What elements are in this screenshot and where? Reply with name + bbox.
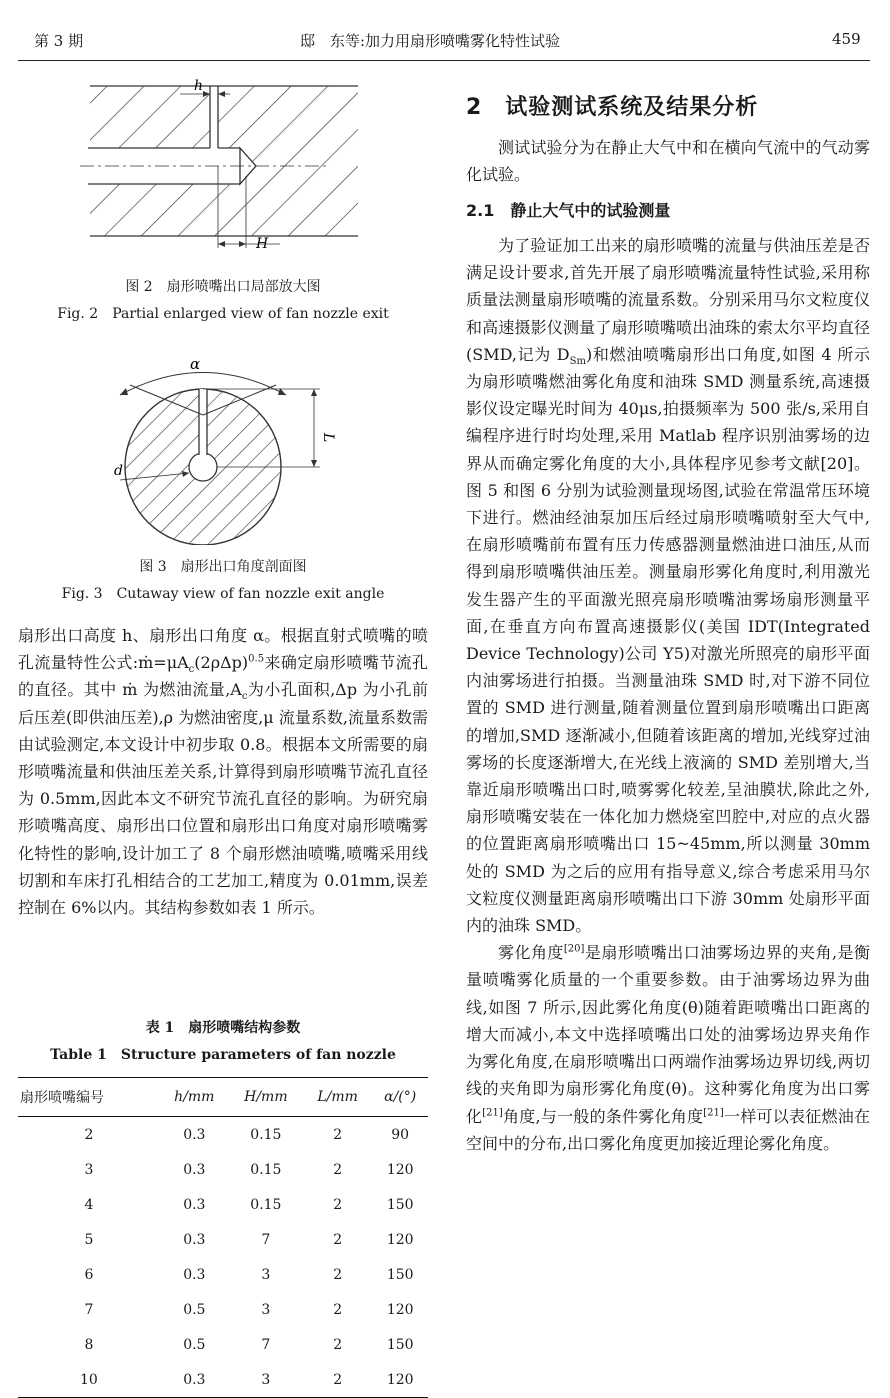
table-cell: 7 bbox=[261, 1231, 271, 1248]
figure-2-drawing bbox=[80, 76, 370, 256]
table-cell: 0.3 bbox=[183, 1196, 206, 1213]
issue-number: 第 3 期 bbox=[34, 32, 84, 50]
fig3-label-d: d bbox=[114, 463, 123, 479]
table-cell: 3 bbox=[261, 1266, 271, 1283]
table-cell: 0.5 bbox=[183, 1301, 206, 1318]
table-cell: 3 bbox=[261, 1301, 271, 1318]
table-cell: 5 bbox=[84, 1231, 94, 1248]
table-cell: 0.3 bbox=[183, 1231, 206, 1248]
section-title: 2 试验测试系统及结果分析 bbox=[466, 95, 759, 120]
table-header-cell: L/mm bbox=[303, 1078, 372, 1117]
table-row bbox=[18, 1152, 428, 1187]
table-cell: 0.5 bbox=[183, 1336, 206, 1353]
table-cell: 2 bbox=[303, 1362, 372, 1398]
table-cell: 6 bbox=[84, 1266, 94, 1283]
table-header-cell: h/mm bbox=[160, 1078, 229, 1117]
table-cell: 7 bbox=[84, 1301, 94, 1318]
figure-3-drawing bbox=[100, 355, 350, 545]
table-cell: 10 bbox=[18, 1362, 160, 1398]
fig3-label-L: L bbox=[320, 433, 336, 443]
table-1-title-en: Table 1 Structure parameters of fan nozzle bbox=[50, 1047, 396, 1063]
table-cell: 2 bbox=[333, 1266, 343, 1283]
table-cell: 3 bbox=[229, 1362, 303, 1398]
table-cell: 150 bbox=[386, 1336, 414, 1353]
table-cell: 150 bbox=[386, 1266, 414, 1283]
table-header-cell: 扇形喷嘴编号 bbox=[18, 1078, 160, 1117]
figure-3-caption-cn: 图 3 扇形出口角度剖面图 bbox=[139, 559, 307, 575]
table-cell: 0.3 bbox=[183, 1161, 206, 1178]
table-cell: 7 bbox=[261, 1336, 271, 1353]
page-number: 459 bbox=[832, 30, 861, 48]
table-cell: 120 bbox=[386, 1161, 414, 1178]
table-cell: 2 bbox=[333, 1161, 343, 1178]
left-paragraph: 扇形出口高度 h、扇形出口角度 α。根据直射式喷嘴的喷孔流量特性公式$:ṁ=\mu A_c(2\rho\Delta p)^{0.5}$来确定扇形喷嘴节流孔的直径。其中 ṁ 为燃油流量$,A_c$为小孔面积,Δp 为小孔前后压差(即供油压差),ρ 为燃油密度,μ 流量系数,流量系数需由试验测定,本文设计中初步取 0.8。根据本文所需要的扇形喷嘴流量和供油压差关系,计算得到扇形喷嘴节流孔直径为 0.5mm,因此本文不研究节流孔直径的影响。为研究扇形喷嘴高度、扇形出口位置和扇形出口角度对扇形喷嘴雾化特性的影响,设计加工了 8 个扇形燃油喷嘴,喷嘴采用线切割和车床打孔相结合的工艺加工,精度为 0.01mm,误差控制在 6%以内。其结构参数如表 1 所示。 bbox=[18, 626, 428, 918]
table-row bbox=[18, 1257, 428, 1292]
table-cell: 0.15 bbox=[250, 1161, 282, 1178]
fig2-label-H: H bbox=[256, 236, 269, 252]
table-cell: 0.15 bbox=[250, 1126, 282, 1143]
table-cell: 90 bbox=[391, 1126, 410, 1143]
table-cell: 120 bbox=[386, 1231, 414, 1248]
table-header-cell: H/mm bbox=[229, 1078, 303, 1117]
table-cell: 2 bbox=[333, 1126, 343, 1143]
running-title: 邸 东等:加力用扇形喷嘴雾化特性试验 bbox=[300, 32, 561, 50]
table-cell: 2 bbox=[84, 1126, 94, 1143]
table-header-cell: α/(°) bbox=[372, 1078, 428, 1117]
table-header-row bbox=[18, 1078, 428, 1117]
table-row bbox=[18, 1117, 428, 1153]
figure-2-caption-en: Fig. 2 Partial enlarged view of fan nozzle exit bbox=[57, 306, 389, 322]
table-cell: 2 bbox=[333, 1196, 343, 1213]
table-cell: 0.3 bbox=[183, 1126, 206, 1143]
table-cell: 120 bbox=[372, 1362, 428, 1398]
fig3-label-alpha: α bbox=[190, 355, 201, 373]
table-cell: 4 bbox=[84, 1196, 94, 1213]
table-cell: 2 bbox=[333, 1231, 343, 1248]
table-cell: 120 bbox=[386, 1301, 414, 1318]
table-cell: 2 bbox=[333, 1301, 343, 1318]
table-1-title-cn: 表 1 扇形喷嘴结构参数 bbox=[145, 1020, 301, 1036]
right-paragraph-1: 为了验证加工出来的扇形喷嘴的流量与供油压差是否满足设计要求,首先开展了扇形喷嘴流量特性试验,采用称质量法测量扇形喷嘴的流量系数。分别采用马尔文粒度仪和高速摄影仪测量了扇形喷嘴喷出油珠的索太尔平均直径(SMD,记为 $D_{Sm}$)和燃油喷嘴扇形出口角度,如图 4 所示为扇形喷嘴燃油雾化角度和油珠 SMD 测量系统,高速摄影仪设定曝光时间为 40μs,拍摄频率为 500 张/s,采用自编程序进行时均处理,采用 Matlab 程序识别油雾场的边界从而确定雾化角度的大小,具体程序见参考文献[20]。图 5 和图 6 分别为试验测量现场图,试验在常温常压环境下进行。燃油经油泵加压后经过扇形喷嘴喷射至大气中,在扇形喷嘴前布置有压力传感器测量燃油进口油压,从而得到扇形喷嘴供油压差。测量扇形雾化角度时,利用激光发生器产生的平面激光照亮扇形喷嘴油雾场扇形测量平面,在垂直方向布置高速摄影仪(美国 IDT(Integrated Device Technology)公司 Y5)对激光所照亮的扇形平面内油雾场进行拍摄。当测量油珠 SMD 时,对下游不同位置的 SMD 进行测量,随着测量位置到扇形喷嘴出口距离的增加,SMD 逐渐减小,但随着该距离的增加,光线穿过油雾场的长度逐渐增大,在光线上液滴的 SMD 差别增大,当靠近扇形喷嘴出口时,喷雾雾化较差,呈油膜状,除此之外,扇形喷嘴安装在一体化加力燃烧室凹腔中,对应的点火器的位置距离扇形喷嘴出口 15~45mm,所以测量 30mm 处的 SMD 为之后的应用有指导意义,综合考虑采用马尔文粒度仪测量距离扇形喷嘴出口下游 30mm 处扇形平面内的油珠 SMD。 bbox=[466, 236, 870, 936]
header-rule bbox=[18, 60, 870, 61]
figure-2-caption-cn: 图 2 扇形喷嘴出口局部放大图 bbox=[125, 279, 321, 295]
table-row bbox=[18, 1222, 428, 1257]
table-cell: 0.3 bbox=[183, 1266, 206, 1283]
right-paragraph-2: 雾化角度[20]是扇形喷嘴出口油雾场边界的夹角,是衡量喷嘴雾化质量的一个重要参数。由于油雾场边界为曲线,如图 7 所示,因此雾化角度(θ)随着距喷嘴出口距离的增大而减小,本文中选择喷嘴出口处的油雾场边界夹角作为雾化角度,在扇形喷嘴出口两端作油雾场边界切线,两切线的夹角即为扇形雾化角度(θ)。这种雾化角度为出口雾化[21]角度,与一般的条件雾化角度[21]一样可以表征燃油在空间中的分布,出口雾化角度更加接近理论雾化角度。 bbox=[466, 943, 870, 1153]
left-body-text bbox=[18, 622, 428, 921]
table-1 bbox=[18, 1077, 428, 1398]
fig2-label-h: h bbox=[194, 78, 204, 94]
table-cell: 2 bbox=[333, 1336, 343, 1353]
right-body-text bbox=[466, 232, 870, 1157]
table-cell: 0.3 bbox=[160, 1362, 229, 1398]
table-row bbox=[18, 1187, 428, 1222]
table-cell: 3 bbox=[84, 1161, 94, 1178]
table-cell: 8 bbox=[84, 1336, 94, 1353]
table-cell: 0.15 bbox=[250, 1196, 282, 1213]
table-row bbox=[18, 1327, 428, 1362]
table-row bbox=[18, 1292, 428, 1327]
table-cell: 150 bbox=[386, 1196, 414, 1213]
subsection-title: 2.1 静止大气中的试验测量 bbox=[466, 201, 671, 220]
table-row bbox=[18, 1362, 428, 1398]
figure-3-caption-en: Fig. 3 Cutaway view of fan nozzle exit angle bbox=[61, 586, 385, 602]
section-intro: 测试试验分为在静止大气中和在横向气流中的气动雾化试验。 bbox=[466, 138, 870, 185]
